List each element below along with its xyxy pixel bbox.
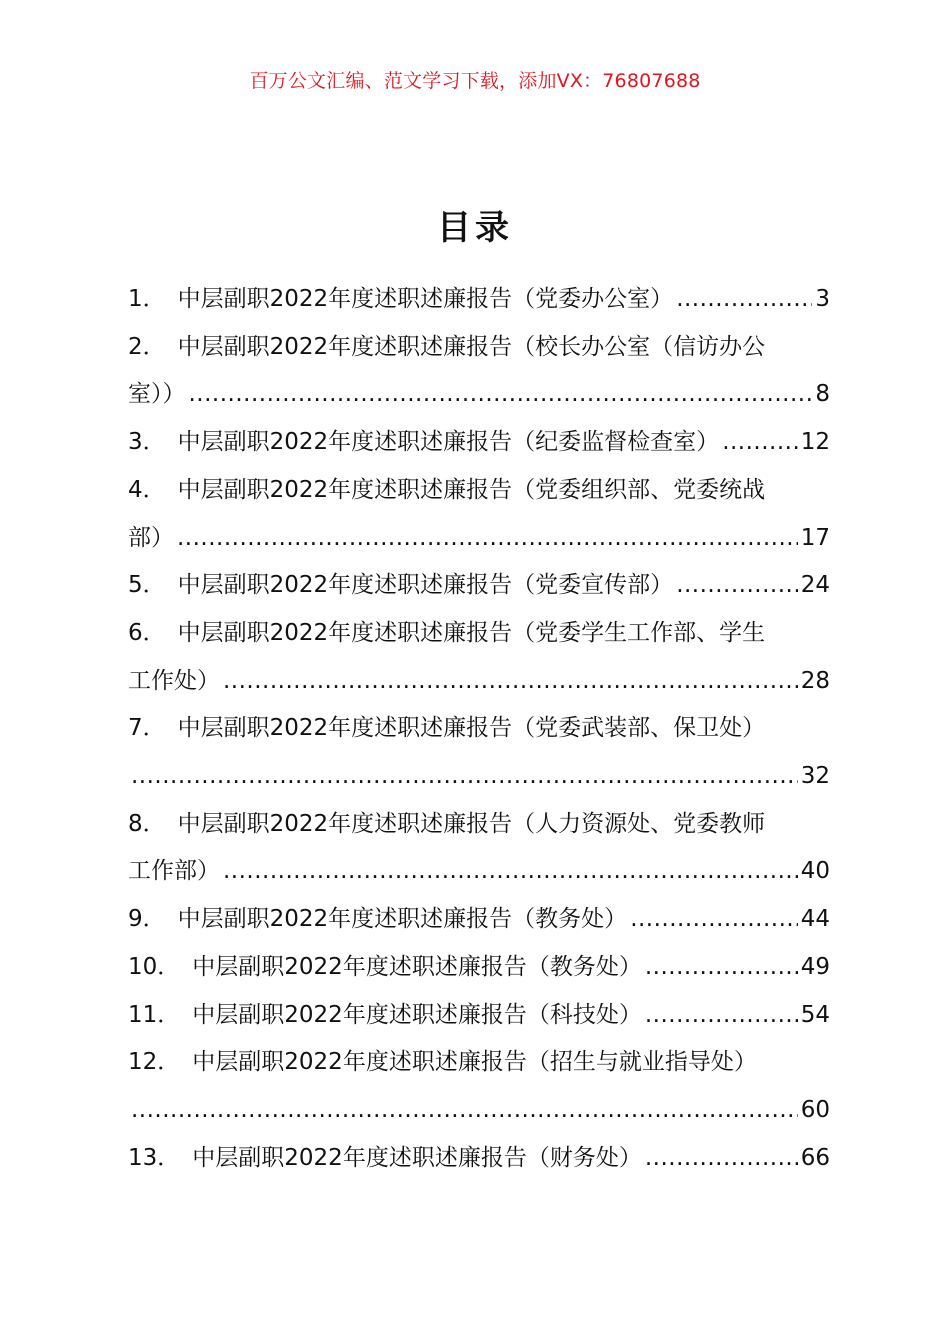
toc-entry-title: 中层副职2022年度述职述廉报告（纪委监督检查室）	[177, 429, 720, 456]
toc-entry-page: 8	[815, 381, 830, 408]
toc-entry[interactable]	[128, 896, 830, 944]
toc-entry[interactable]	[128, 801, 830, 896]
toc-entry-title: 中层副职2022年度述职述廉报告（党委宣传部）	[177, 572, 674, 599]
toc-entry[interactable]	[128, 1039, 830, 1134]
toc-entry[interactable]	[128, 562, 830, 610]
dot-leader	[645, 944, 798, 992]
toc-entry-page: 44	[800, 906, 830, 933]
toc-entry-number: 7．	[128, 715, 166, 742]
toc-entry-page: 49	[800, 953, 830, 980]
toc-entry-title: 中层副职2022年度述职述廉报告（党委办公室）	[177, 286, 674, 312]
toc-entry[interactable]	[128, 992, 830, 1040]
toc-entry-title: 中层副职2022年度述职述廉报告（人力资源处、党委教师	[177, 810, 766, 837]
dot-leader	[676, 276, 812, 324]
table-of-contents	[128, 276, 830, 1182]
toc-entry-page: 32	[800, 763, 830, 790]
dot-leader	[131, 753, 798, 801]
toc-entry-number: 1．	[128, 286, 166, 312]
dot-leader	[630, 896, 798, 944]
toc-entry[interactable]	[128, 419, 830, 467]
toc-entry[interactable]	[128, 467, 830, 562]
toc-entry-title: 中层副职2022年度述职述廉报告（教务处）	[192, 953, 642, 980]
dot-leader	[676, 562, 798, 610]
toc-entry-title: 中层副职2022年度述职述廉报告（教务处）	[177, 906, 628, 933]
toc-entry[interactable]	[128, 705, 830, 800]
toc-entry[interactable]	[128, 610, 830, 705]
toc-entry-page: 28	[800, 667, 830, 694]
dot-leader	[223, 658, 798, 706]
toc-entry-title: 中层副职2022年度述职述廉报告（校长办公室（信访办公	[177, 333, 766, 360]
dot-leader	[645, 1135, 798, 1183]
toc-entry-title-continued: 工作部）	[128, 858, 220, 885]
toc-entry-number: 9．	[128, 906, 166, 933]
toc-entry-page: 24	[800, 572, 830, 599]
dot-leader	[177, 515, 798, 563]
toc-entry-page: 3	[815, 286, 830, 312]
toc-entry-title: 中层副职2022年度述职述廉报告（党委学生工作部、学生	[177, 619, 766, 646]
toc-entry[interactable]	[128, 324, 830, 419]
dot-leader	[189, 371, 813, 419]
toc-entry-number: 10．	[128, 953, 181, 980]
toc-entry-title: 中层副职2022年度述职述廉报告（科技处）	[192, 1001, 642, 1028]
toc-entry-number: 4．	[128, 476, 166, 503]
toc-entry-number: 2．	[128, 333, 166, 360]
toc-entry-number: 11．	[128, 1001, 181, 1028]
toc-entry-title: 中层副职2022年度述职述廉报告（党委武装部、保卫处）	[177, 715, 766, 742]
toc-entry-number: 3．	[128, 429, 166, 456]
page-title: 目录	[437, 208, 513, 248]
toc-entry[interactable]	[128, 276, 830, 324]
toc-entry-title-continued: 工作处）	[128, 667, 220, 694]
toc-entry-title: 中层副职2022年度述职述廉报告（党委组织部、党委统战	[177, 476, 766, 503]
toc-entry-page: 54	[800, 1001, 830, 1028]
toc-entry-page: 17	[800, 524, 830, 551]
toc-entry-page: 12	[800, 429, 830, 456]
toc-entry-number: 8．	[128, 810, 166, 837]
toc-entry[interactable]	[128, 944, 830, 992]
toc-entry-title: 中层副职2022年度述职述廉报告（财务处）	[192, 1144, 642, 1171]
dot-leader	[645, 992, 798, 1040]
toc-entry-page: 40	[800, 858, 830, 885]
toc-entry-page: 66	[800, 1144, 830, 1171]
toc-entry[interactable]	[128, 1135, 830, 1183]
toc-entry-number: 6．	[128, 619, 166, 646]
dot-leader	[722, 419, 798, 467]
toc-entry-number: 5．	[128, 572, 166, 599]
toc-entry-number: 12．	[128, 1049, 181, 1076]
toc-entry-title-continued: 部）	[128, 524, 174, 551]
dot-leader	[223, 848, 798, 896]
toc-entry-number: 13．	[128, 1144, 181, 1171]
toc-entry-page: 60	[800, 1096, 830, 1123]
dot-leader	[131, 1087, 798, 1135]
toc-entry-title-continued: 室））	[128, 381, 186, 408]
header-banner: 百万公文汇编、范文学习下载，添加VX：76807688	[249, 70, 701, 92]
toc-entry-title: 中层副职2022年度述职述廉报告（招生与就业指导处）	[192, 1049, 757, 1076]
